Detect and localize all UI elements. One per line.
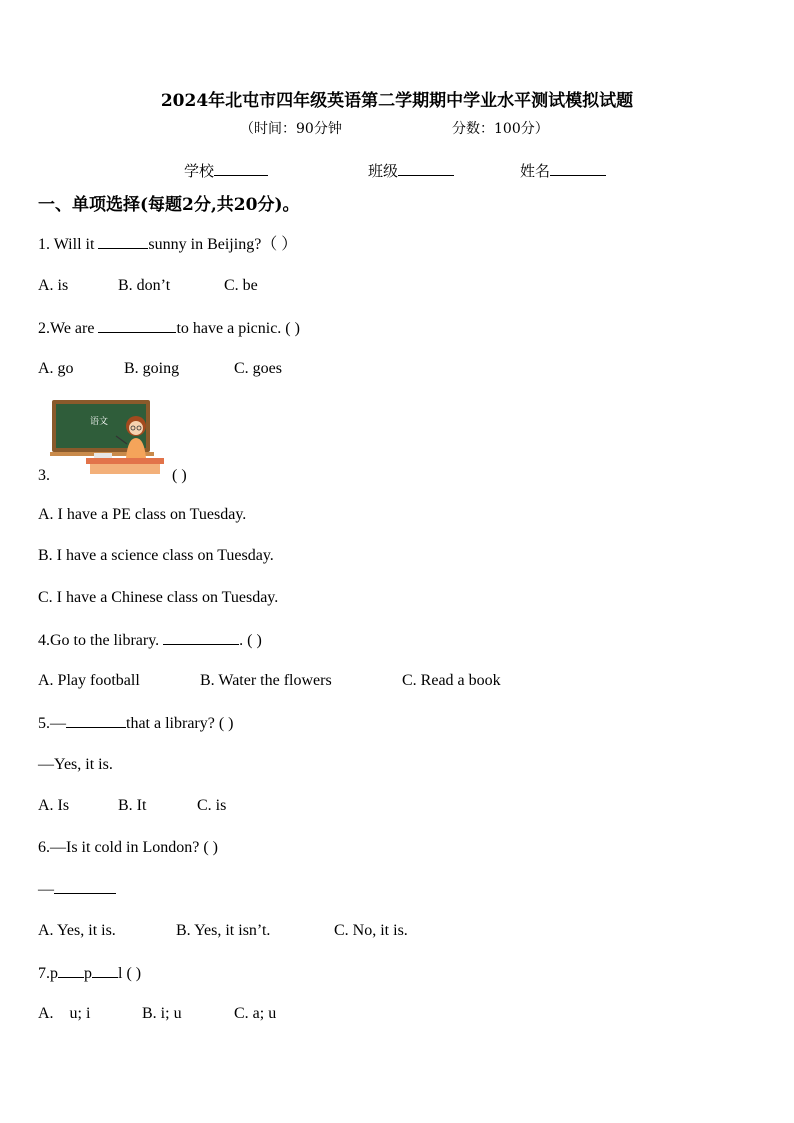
question-3-paren: ( ) — [172, 467, 187, 484]
q7-blank-1[interactable] — [58, 963, 84, 978]
section-title: 一、单项选择(每题2分,共20分)。 — [38, 195, 300, 215]
teacher-chalkboard-illustration — [50, 398, 168, 476]
q1-option-a[interactable]: A. is — [38, 277, 69, 294]
name-field — [520, 160, 606, 181]
q6-option-b[interactable]: B. Yes, it isn’t. — [176, 922, 271, 939]
q7-blank-2[interactable] — [92, 963, 118, 978]
q2-option-c[interactable]: C. goes — [234, 360, 282, 377]
q3-option-b[interactable]: B. I have a science class on Tuesday. — [38, 547, 274, 564]
school-field — [184, 160, 268, 181]
name-blank[interactable] — [550, 161, 606, 176]
school-blank[interactable] — [214, 161, 268, 176]
q4-option-c[interactable]: C. Read a book — [402, 672, 501, 689]
q1-blank[interactable] — [98, 234, 148, 249]
question-2: 2.We are to have a picnic. ( ) — [38, 320, 300, 337]
q7-option-c[interactable]: C. a; u — [234, 1005, 277, 1022]
question-5: 5.— that a library? ( ) — [38, 715, 234, 732]
q5-option-c[interactable]: C. is — [197, 797, 227, 814]
question-7: 7.p p l ( ) — [38, 965, 142, 982]
class-blank[interactable] — [398, 161, 454, 176]
q5-option-a[interactable]: A. Is — [38, 797, 70, 814]
q4-option-b[interactable]: B. Water the flowers — [200, 672, 332, 689]
chalkboard-text: 语文 — [90, 417, 109, 427]
q2-blank[interactable] — [98, 318, 176, 333]
question-4: 4.Go to the library. . ( ) — [38, 632, 262, 649]
q4-blank[interactable] — [163, 630, 239, 645]
q4-option-a[interactable]: A. Play football — [38, 672, 140, 689]
question-6: 6.—Is it cold in London? ( ) — [38, 839, 218, 856]
q3-option-a[interactable]: A. I have a PE class on Tuesday. — [38, 506, 247, 523]
q2-option-a[interactable]: A. go — [38, 360, 74, 377]
q6-option-c[interactable]: C. No, it is. — [334, 922, 408, 939]
page-title: 2024年北屯市四年级英语第二学期期中学业水平测试模拟试题 — [160, 91, 634, 111]
question-1: 1. Will it sunny in Beijing?（ ） — [38, 236, 298, 253]
q3-option-c[interactable]: C. I have a Chinese class on Tuesday. — [38, 589, 279, 606]
q1-option-c[interactable]: C. be — [224, 277, 258, 294]
q6-answer-line: — — [38, 879, 116, 900]
exam-score: 分数：100分） — [452, 121, 549, 137]
q7-option-b[interactable]: B. i; u — [142, 1005, 182, 1022]
q1-option-b[interactable]: B. don’t — [118, 277, 171, 294]
class-label: 班级 — [368, 162, 399, 180]
question-3-number: 3. — [38, 467, 50, 484]
exam-time: （时间：90分钟 — [240, 121, 342, 137]
q5-option-b[interactable]: B. It — [118, 797, 147, 814]
q7-option-a[interactable]: A. u; i — [38, 1005, 91, 1022]
q2-option-b[interactable]: B. going — [124, 360, 180, 377]
class-field — [368, 160, 454, 181]
q5-answer: —Yes, it is. — [38, 756, 113, 773]
q5-blank[interactable] — [66, 713, 126, 728]
name-label: 姓名 — [520, 162, 551, 180]
q6-blank[interactable] — [54, 879, 116, 894]
q6-option-a[interactable]: A. Yes, it is. — [38, 922, 116, 939]
school-label: 学校 — [184, 162, 215, 180]
